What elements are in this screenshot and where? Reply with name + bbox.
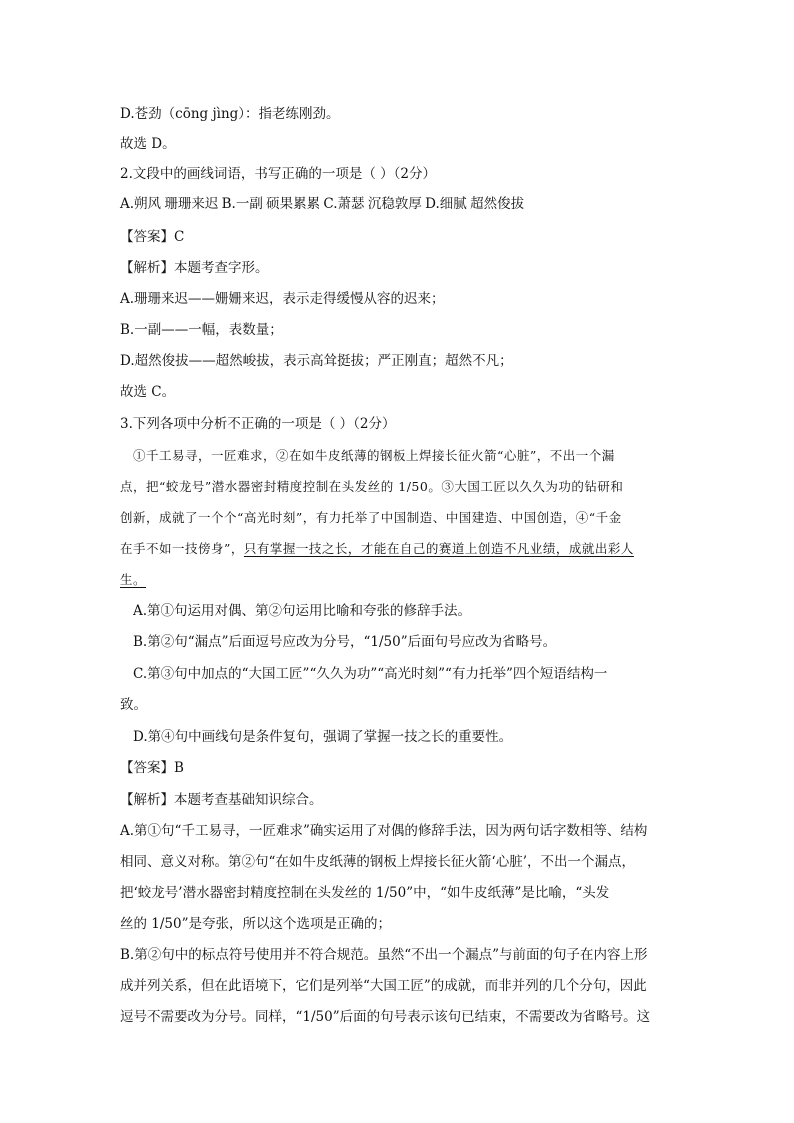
answer-label: 【答案】C: [120, 229, 185, 245]
option-a: A.第①句运用对偶、第②句运用比喻和夸张的修辞手法。: [133, 603, 472, 619]
analysis-line: 相同、意义对称。第②句“在如牛皮纸薄的钢板上焊接长征火箭‘心脏’，不出一个漏点，: [120, 854, 635, 870]
text-line: 故选 D。: [120, 136, 176, 152]
text-line: B.一副——一幅，表数量；: [120, 322, 283, 338]
analysis-line: 丝的 1/50”是夸张，所以这个选项是正确的；: [120, 916, 392, 932]
passage-line: 点，把“蛟龙号”潜水器密封精度控制在头发丝的 1/50。③大国工匠以久久为功的钻研和: [120, 479, 624, 494]
option-b: B.第②句“漏点”后面逗号应改为分号，“1/50”后面句号应改为省略号。: [133, 634, 557, 650]
passage-text: 在手不如一技傍身”，: [120, 541, 244, 556]
text-line: D.超然俊拔——超然峻拔，表示高耸挺拔；严正刚直；超然不凡；: [120, 353, 513, 369]
option-c-cont: 致。: [120, 697, 147, 713]
analysis-line: 把‘蛟龙号’潜水器密封精度控制在头发丝的 1/50”中，“如牛皮纸薄”是比喻，“头发: [120, 885, 610, 901]
passage-line: [120, 539, 634, 559]
text-line: A.珊珊来迟——姗姗来迟，表示走得缓慢从容的迟来；: [120, 291, 445, 307]
analysis-label: 【解析】本题考查字形。: [120, 260, 269, 276]
analysis-label: 【解析】本题考查基础知识综合。: [120, 792, 323, 808]
analysis-line: A.第①句“千工易寻，一匠难求”确实运用了对偶的修辞手法，因为两句话字数相等、结构: [120, 823, 648, 839]
passage-line: 创新，成就了一个个“高光时刻”，有力托举了中国制造、中国建造、中国创造，④“千金: [120, 510, 622, 525]
analysis-line: 成并列关系，但在此语境下，它们是列举“大国工匠”的成就，而非并列的几个分句，因此: [120, 978, 647, 994]
option-c: C.第③句中加点的“大国工匠”“久久为功”“高光时刻”“有力托举”四个短语结构一: [133, 666, 608, 682]
text-line: D.苍劲（cōng jìng）：指老练刚劲。: [120, 106, 340, 122]
answer-label: 【答案】B: [120, 760, 184, 776]
underlined-sentence: 只有掌握一技之长，才能在自己的赛道上创造不凡业绩，成就出彩人: [243, 541, 634, 556]
analysis-line: B.第②句中的标点符号使用并不符合规范。虽然“不出一个漏点”与前面的句子在内容上形: [120, 947, 648, 963]
analysis-line: 逗号不需要改为分号。同样，“1/50”后面的句号表示该句已结束，不需要改为省略号。这: [120, 1009, 651, 1025]
passage-line: ①千工易寻，一匠难求，②在如牛皮纸薄的钢板上焊接长征火箭“心脏”，不出一个漏: [133, 448, 615, 463]
question-2-stem: 2.文段中的画线词语，书写正确的一项是（ ）（2分）: [120, 166, 437, 182]
option-d: D.第④句中画线句是条件复句，强调了掌握一技之长的重要性。: [133, 729, 513, 745]
question-2-options: A.朔风 珊珊来迟 B.一副 硕果累累 C.萧瑟 沉稳敦厚 D.细腻 超然俊拔: [120, 196, 525, 212]
question-3-stem: 3.下列各项中分析不正确的一项是（ ）（2分）: [120, 416, 396, 432]
underlined-sentence: 生。: [120, 572, 147, 587]
text-line: 故选 C。: [120, 384, 176, 400]
